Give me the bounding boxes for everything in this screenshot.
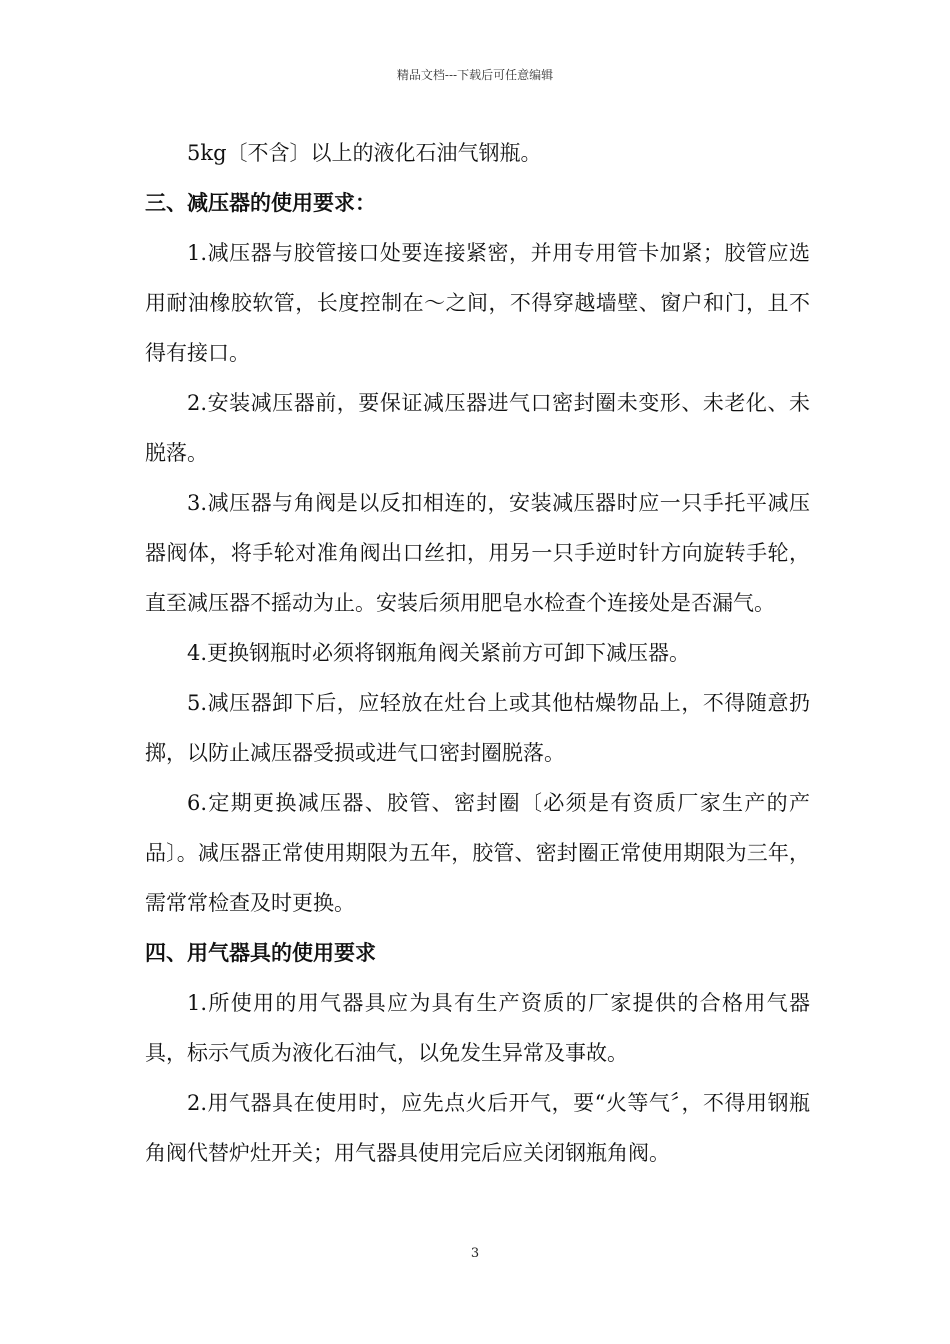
- paragraph-reducer-rule-1: 1.减压器与胶管接口处要连接紧密，并用专用管卡加紧；胶管应选用耐油橡胶软管，长度控制在～之间，不得穿越墙壁、窗户和门，且不得有接口。: [145, 241, 810, 365]
- paragraph-appliance-rule-1: 1.所使用的用气器具应为具有生产资质的厂家提供的合格用气器具，标示气质为液化石油气，以免发生异常及事故。: [145, 991, 810, 1065]
- paragraph-cylinder-note: 5kg〔不含〕以上的液化石油气钢瓶。: [187, 141, 542, 165]
- document-body: [145, 128, 810, 1178]
- paragraph-reducer-rule-2: 2.安装减压器前，要保证减压器进气口密封圈未变形、未老化、未脱落。: [145, 391, 810, 465]
- paragraph-reducer-rule-3: 3.减压器与角阀是以反扣相连的，安装减压器时应一只手托平减压器阀体，将手轮对准角阀出口丝扣，用另一只手逆时针方向旋转手轮，直至减压器不摇动为止。安装后须用肥皂水检查个连接处是否漏气。: [145, 491, 810, 615]
- page-header: 精品文档---下载后可任意编辑: [396, 68, 554, 82]
- page-number: 3: [470, 1246, 480, 1261]
- section-heading-gas-appliances: 四、用气器具的使用要求: [145, 941, 376, 965]
- paragraph-reducer-rule-6: 6.定期更换减压器、胶管、密封圈〔必须是有资质厂家生产的产品〕。减压器正常使用期限为五年，胶管、密封圈正常使用期限为三年，需常常检查及时更换。: [145, 791, 810, 915]
- section-heading-pressure-reducer: 三、减压器的使用要求：: [145, 191, 376, 215]
- paragraph-appliance-rule-2: 2.用气器具在使用时，应先点火后开气，要“火等气〞，不得用钢瓶角阀代替炉灶开关；用气器具使用完后应关闭钢瓶角阀。: [145, 1091, 810, 1165]
- paragraph-reducer-rule-4: 4.更换钢瓶时必须将钢瓶角阀关紧前方可卸下减压器。: [187, 641, 691, 665]
- paragraph-reducer-rule-5: 5.减压器卸下后，应轻放在灶台上或其他枯燥物品上，不得随意扔掷，以防止减压器受损或进气口密封圈脱落。: [145, 691, 810, 765]
